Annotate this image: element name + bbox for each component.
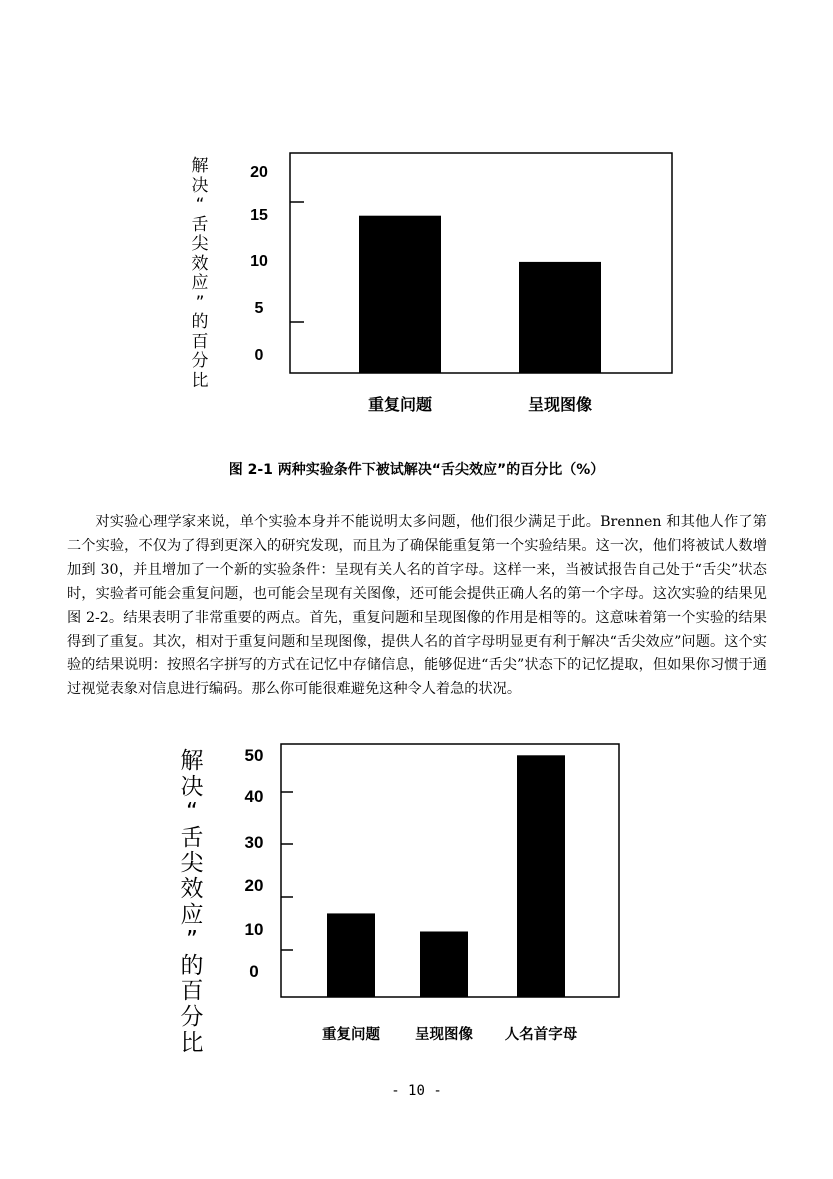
plot-frame — [290, 153, 672, 373]
chart2-svg — [175, 740, 635, 1050]
y-tick-label: 5 — [254, 300, 264, 317]
y-axis-label-char: 应 — [180, 901, 204, 928]
chart1-svg — [190, 148, 680, 428]
x-category-label: 人名首字母 — [504, 1027, 578, 1043]
body-paragraph: 对实验心理学家来说，单个实验本身并不能说明太多问题，他们很少满足于此。Brennen 和其他人作了第二个实验，不仅为了得到更深入的研究发现，而且为了确保能重复第一个实验结果。这一次，他们将被试人数增加到 30，并且增加了一个新的实验条件：呈现有关人名的首字母。这样一来，当被试报告自己处于“舌尖”状态时，实验者可能会重复问题，也可能会呈现有关图像，还可能会提供正确人名的第一个字母。这次实验的结果见图 2-2。结果表明了非常重要的两点。首先，重复问题和呈现图像的作用是相等的。这意味着第一个实验的结果得到了重复。其次，相对于重复问题和呈现图像，提供人名的首字母明显更有利于解决“舌尖效应”问题。这个实验的结果说明：按照名字拼写的方式在记忆中存储信息，能够促进“舌尖”状态下的记忆提取，但如果你习惯于通过视觉表象对信息进行编码。那么你可能很难避免这种令人着急的状况。 — [67, 514, 767, 698]
y-tick-label: 10 — [244, 920, 264, 939]
figure-2-1 — [190, 148, 680, 428]
y-tick-label: 40 — [244, 787, 264, 806]
y-axis-label-char: 尖 — [180, 850, 204, 877]
y-axis-label-char: 应 — [191, 273, 209, 293]
bar — [420, 931, 468, 997]
y-axis-label-char: 效 — [180, 875, 204, 902]
x-category-label: 重复问题 — [322, 1027, 380, 1043]
y-axis-label-char: 解 — [191, 156, 209, 176]
chart1-y-axis-label — [190, 158, 210, 392]
y-axis-label-char: 百 — [180, 978, 204, 1005]
y-axis-label-char: 效 — [191, 253, 209, 274]
y-axis-label-char: 比 — [180, 1029, 204, 1056]
figure-2-1-caption: 图 2-1 两种实验条件下被试解决“舌尖效应”的百分比（%） — [228, 462, 605, 478]
bar — [327, 913, 375, 997]
y-axis-label-char: ” — [195, 292, 205, 313]
y-tick-label: 30 — [244, 833, 264, 852]
y-axis-label-char: 百 — [191, 331, 209, 352]
y-axis-label-char: ” — [186, 927, 198, 954]
y-axis-label-char: 的 — [191, 312, 209, 332]
y-axis-label-char: 解 — [180, 748, 204, 774]
bar — [519, 262, 601, 373]
y-tick-label: 50 — [244, 746, 264, 765]
y-tick-label: 0 — [254, 347, 264, 364]
y-axis-label-char: “ — [186, 799, 198, 826]
y-tick-label: 10 — [250, 253, 268, 270]
y-axis-label-char: 分 — [180, 1003, 204, 1030]
y-axis-label-char: 分 — [191, 351, 209, 371]
y-axis-label-char: “ — [195, 195, 205, 215]
y-axis-label-char: 的 — [180, 952, 204, 979]
y-tick-label: 15 — [250, 207, 268, 224]
chart2-y-axis-label — [177, 750, 207, 1057]
y-axis-label-char: 决 — [180, 773, 204, 800]
x-category-label: 重复问题 — [367, 397, 433, 414]
y-tick-label: 0 — [249, 962, 259, 981]
y-axis-label-char: 尖 — [191, 234, 209, 254]
y-axis-label-char: 决 — [191, 175, 209, 196]
y-tick-label: 20 — [250, 164, 268, 181]
page-number: - 10 - — [391, 1083, 442, 1099]
y-tick-label: 20 — [244, 876, 264, 895]
y-axis-label-char: 舌 — [191, 214, 209, 235]
y-axis-label-char: 舌 — [180, 824, 204, 851]
x-category-label: 呈现图像 — [527, 397, 593, 414]
x-category-label: 呈现图像 — [415, 1027, 473, 1043]
y-axis-label-char: 比 — [191, 370, 209, 391]
bar — [517, 755, 565, 997]
figure-2-2 — [175, 740, 635, 1056]
bar — [359, 216, 441, 373]
